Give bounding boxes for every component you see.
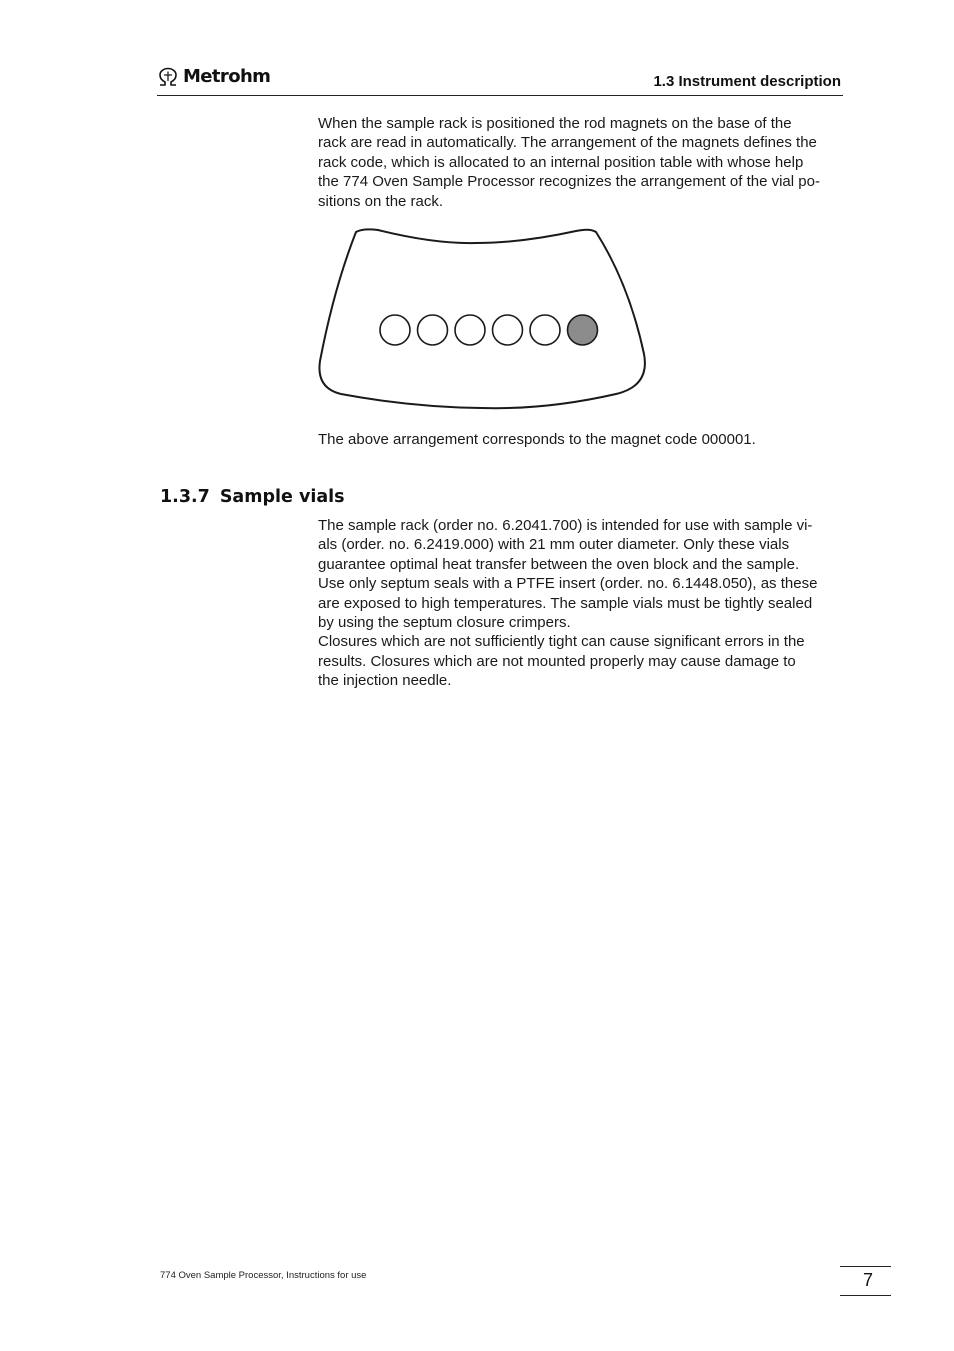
running-section-title: 1.3 Instrument description bbox=[653, 73, 841, 90]
text-line: are exposed to high temperatures. The sample vials must be tightly sealed bbox=[318, 594, 813, 612]
magnet-absent bbox=[493, 315, 523, 345]
magnet-absent bbox=[455, 315, 485, 345]
magnet-present bbox=[568, 315, 598, 345]
text-line: The sample rack (order no. 6.2041.700) is intended for use with sample vi- bbox=[318, 517, 813, 534]
text-line: results. Closures which are not mounted properly may cause damage to bbox=[318, 652, 796, 670]
omega-logo-icon bbox=[157, 67, 179, 87]
text-line: by using the septum closure crimpers. bbox=[318, 614, 571, 632]
metrohm-logo bbox=[157, 66, 270, 87]
text-line: rack code, which is allocated to an internal position table with whose help bbox=[318, 153, 804, 171]
intro-paragraph bbox=[318, 114, 848, 211]
figure-caption: The above arrangement corresponds to the magnet code 000001. bbox=[318, 431, 756, 448]
text-line: When the sample rack is positioned the rod magnets on the base of the bbox=[318, 115, 792, 132]
text-line: guarantee optimal heat transfer between the oven block and the sample. bbox=[318, 555, 800, 573]
magnet-absent bbox=[418, 315, 448, 345]
sample-vials-paragraph bbox=[318, 516, 848, 691]
section-title: Sample vials bbox=[219, 487, 345, 507]
section-number: 1.3.7 bbox=[160, 487, 210, 507]
text-line: rack are read in automatically. The arrangement of the magnets defines the bbox=[318, 134, 817, 152]
footer-document-title: 774 Oven Sample Processor, Instructions for use bbox=[160, 1270, 367, 1281]
text-line: the injection needle. bbox=[318, 672, 452, 690]
rack-outline bbox=[319, 229, 644, 408]
page-header bbox=[157, 64, 843, 96]
magnet-absent bbox=[380, 315, 410, 345]
rack-magnet-figure bbox=[316, 226, 650, 419]
text-line: Closures which are not sufficiently tight can cause significant errors in the bbox=[318, 633, 805, 651]
text-line: als (order. no. 6.2419.000) with 21 mm outer diameter. Only these vials bbox=[318, 536, 790, 554]
page-number-box bbox=[840, 1266, 891, 1296]
page-number: 7 bbox=[862, 1270, 873, 1290]
rack-base-diagram bbox=[316, 226, 650, 414]
section-heading bbox=[160, 487, 345, 507]
text-line: the 774 Oven Sample Processor recognizes the arrangement of the vial po- bbox=[318, 173, 820, 191]
text-line: Use only septum seals with a PTFE insert (order. no. 6.1448.050), as these bbox=[318, 575, 818, 593]
logo-wordmark: Metrohm bbox=[183, 66, 271, 87]
magnet-absent bbox=[530, 315, 560, 345]
text-line: sitions on the rack. bbox=[318, 192, 444, 210]
